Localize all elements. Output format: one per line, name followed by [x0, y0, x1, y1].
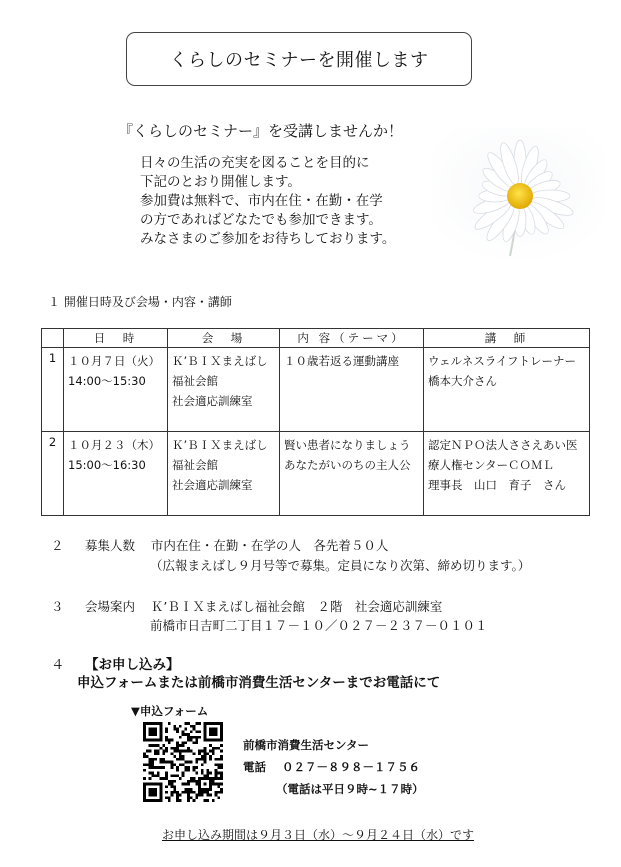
- section-2-number: ２: [51, 538, 64, 553]
- intro-text: [140, 154, 395, 249]
- lecturer-line: ウェルネスライフトレーナー: [428, 354, 577, 368]
- section-2-text: 市内在住・在勤・在学の人 各先着５０人: [150, 538, 389, 553]
- daisy-flower-image: [432, 128, 604, 258]
- date-text: １０月７日（火）: [68, 354, 160, 368]
- table-row: [42, 432, 590, 516]
- form-label: ▼申込フォーム: [131, 704, 209, 718]
- section-3-text: Ｋ’ＢＩＸまえばし福祉会館 ２階 社会適応訓練室: [150, 599, 443, 614]
- column-header-lecturer: 講 師: [424, 329, 590, 348]
- time-text: 15:00～16:30: [68, 458, 146, 472]
- section-3-number: ３: [51, 599, 64, 614]
- section-2-note: （広報まえばし９月号等で募集。定員になり次第、締め切ります。）: [150, 558, 531, 573]
- schedule-table: [41, 328, 590, 516]
- column-header-content: 内 容（テーマ）: [280, 329, 424, 348]
- lecturer-line: 理事長 山口 育子 さん: [428, 478, 566, 492]
- section-2: [51, 536, 388, 554]
- datetime-cell: [64, 432, 168, 516]
- section-3: [51, 597, 442, 615]
- qr-code-icon[interactable]: [143, 722, 223, 802]
- table-header-row: [42, 329, 590, 348]
- row-number: 1: [42, 348, 64, 432]
- section-4: [51, 653, 180, 673]
- venue-line: 社会適応訓練室: [172, 394, 253, 408]
- datetime-cell: [64, 348, 168, 432]
- time-text: 14:00～15:30: [68, 374, 146, 388]
- content-line: １０歳若返る運動講座: [284, 354, 399, 368]
- venue-cell: [168, 348, 280, 432]
- column-header-venue: 会 場: [168, 329, 280, 348]
- date-text: １０月２３（木）: [68, 438, 160, 452]
- column-header-datetime: 日 時: [64, 329, 168, 348]
- venue-line: Ｋ’ＢＩＸまえばし: [172, 354, 268, 368]
- lecturer-line: 橋本大介さん: [428, 374, 497, 388]
- venue-line: 社会適応訓練室: [172, 478, 253, 492]
- content-line: 賢い患者になりましょう: [284, 438, 411, 452]
- table-row: [42, 348, 590, 432]
- content-line: あなたがいのちの主人公: [284, 458, 411, 472]
- intro-line: の方であればどなたでも参加できます。: [140, 212, 382, 228]
- section-3-label: 会場案内: [85, 599, 136, 614]
- intro-line: 参加費は無料で、市内在住・在勤・在学: [140, 193, 383, 209]
- center-phone: [243, 759, 420, 775]
- content-cell: [280, 348, 424, 432]
- phone-label: 電話: [243, 760, 266, 774]
- content-cell: [280, 432, 424, 516]
- application-period: お申し込み期間は９月３日（水）～９月２４日（水）です: [162, 828, 475, 842]
- lecturer-cell: [424, 348, 590, 432]
- page-title: くらしのセミナーを開催します: [126, 32, 472, 86]
- subtitle: 『くらしのセミナー』を受講しませんか！: [118, 122, 404, 140]
- intro-line: 日々の生活の充実を図ることを目的に: [140, 155, 370, 171]
- lecturer-line: 療人権センターＣＯＭＬ: [428, 458, 555, 472]
- venue-line: 福祉会館: [172, 458, 218, 472]
- section-3-address: 前橋市日吉町二丁目１７－１０／０２７－２３７－０１０１: [150, 618, 488, 633]
- phone-hours: （電話は平日９時~１７時）: [276, 782, 424, 796]
- lecturer-line: 認定ＮＰＯ法人ささえあい医: [428, 438, 578, 452]
- section-1-heading: １ 開催日時及び会場・内容・講師: [48, 295, 232, 309]
- section-4-text: 申込フォームまたは前橋市消費生活センターまでお電話にて: [77, 675, 441, 691]
- section-4-number: ４: [51, 657, 65, 673]
- phone-number[interactable]: ０２７－８９８－１７５６: [282, 760, 421, 774]
- venue-cell: [168, 432, 280, 516]
- lecturer-cell: [424, 432, 590, 516]
- venue-line: Ｋ’ＢＩＸまえばし: [172, 438, 268, 452]
- center-name: 前橋市消費生活センター: [243, 738, 370, 752]
- intro-line: 下記のとおり開催します。: [140, 174, 301, 190]
- venue-line: 福祉会館: [172, 374, 218, 388]
- intro-line: みなさまのご参加をお待ちしております。: [140, 231, 396, 247]
- row-number: 2: [42, 432, 64, 516]
- column-header-num: [42, 329, 64, 348]
- section-4-heading: 【お申し込み】: [85, 657, 180, 673]
- section-2-label: 募集人数: [85, 538, 136, 553]
